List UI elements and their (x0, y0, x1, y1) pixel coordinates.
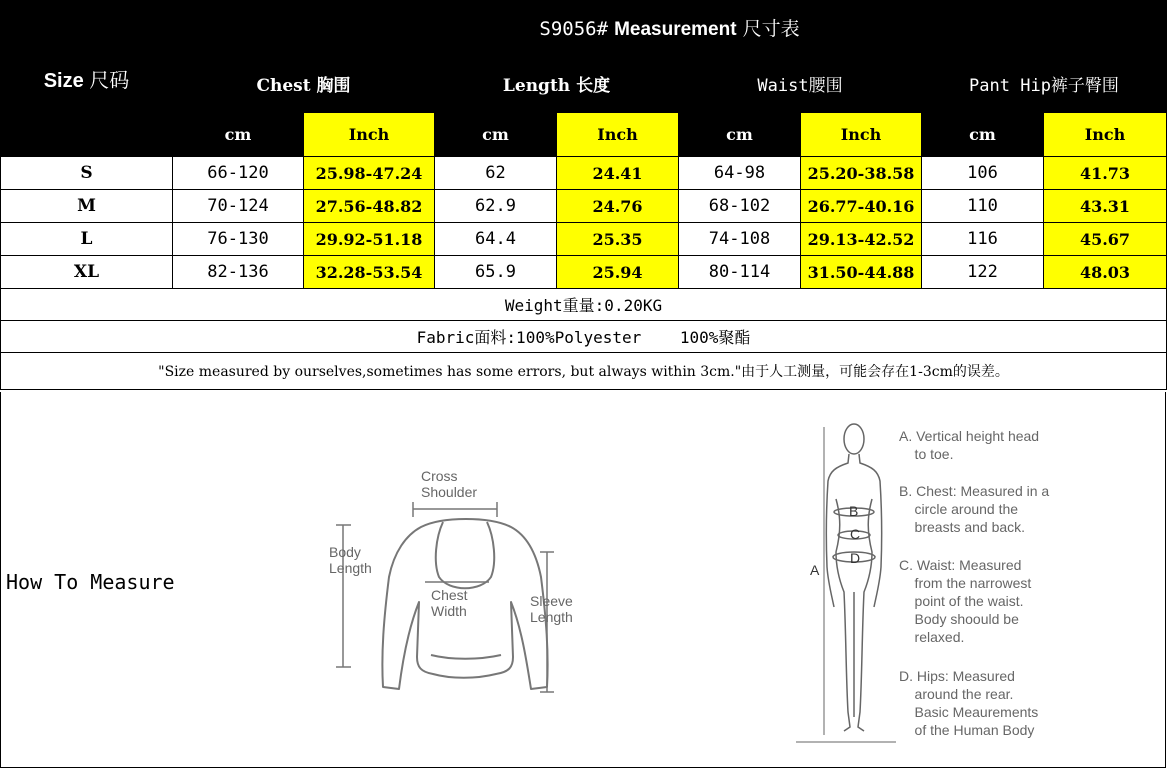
chest-inch-cell: 27.56-48.82 (304, 190, 435, 223)
note-b: B. Chest: Measured in a circle around the breasts and back. (899, 483, 1050, 535)
chest-inch-cell: 25.98-47.24 (304, 157, 435, 190)
size-header: Size 尺码 (1, 1, 173, 157)
hip-inch-cell: 45.67 (1044, 223, 1167, 256)
cross-shoulder-label: Cross (421, 468, 458, 484)
hip-header: Pant Hip裤子臀围 (922, 54, 1167, 113)
length-cm-cell: 62 (435, 157, 557, 190)
body-length-label: Length (329, 560, 372, 576)
unit-cm: cm (173, 113, 304, 157)
chest-width-label: Width (431, 603, 467, 619)
note-c: C. Waist: Measured from the narrowest point of the waist. Body shoould be relaxed. (899, 557, 1032, 645)
chest-cm-cell: 66-120 (173, 157, 304, 190)
label-b: B (849, 503, 859, 519)
table-row (1, 190, 1167, 223)
fabric-note: Fabric面料:100%Polyester 100%聚酯 (1, 321, 1167, 353)
unit-inch: Inch (557, 113, 679, 157)
chest-width-label: Chest (431, 587, 468, 603)
chest-cm-cell: 82-136 (173, 256, 304, 289)
unit-inch: Inch (1044, 113, 1167, 157)
chest-header: Chest 胸围 (173, 54, 435, 113)
chart-title: S9056# Measurement 尺寸表 (173, 1, 1167, 54)
chest-inch-cell: 29.92-51.18 (304, 223, 435, 256)
length-inch-cell: 25.35 (557, 223, 679, 256)
waist-inch-cell: 29.13-42.52 (801, 223, 922, 256)
table-row (1, 256, 1167, 289)
hip-inch-cell: 48.03 (1044, 256, 1167, 289)
length-inch-cell: 24.41 (557, 157, 679, 190)
how-to-measure-label: How To Measure (6, 570, 175, 594)
hip-cm-cell: 106 (922, 157, 1044, 190)
sleeve-length-label: Sleeve (530, 593, 573, 609)
length-cm-cell: 62.9 (435, 190, 557, 223)
hip-inch-cell: 43.31 (1044, 190, 1167, 223)
weight-note: Weight重量:0.20KG (1, 289, 1167, 321)
waist-cm-cell: 74-108 (679, 223, 801, 256)
chest-cm-cell: 76-130 (173, 223, 304, 256)
unit-cm: cm (679, 113, 801, 157)
hip-cm-cell: 110 (922, 190, 1044, 223)
length-header: Length 长度 (435, 54, 679, 113)
size-cell: XL (1, 256, 173, 289)
sweater-diagram (321, 467, 601, 707)
cross-shoulder-label: Shoulder (421, 484, 478, 500)
hip-inch-cell: 41.73 (1044, 157, 1167, 190)
measure-section (0, 392, 1166, 768)
disclaimer-note: "Size measured by ourselves,sometimes has some errors, but always within 3cm."由于人工测量，可能会存在1-3cm的误差。 (1, 353, 1167, 390)
hip-cm-cell: 122 (922, 256, 1044, 289)
size-cell: S (1, 157, 173, 190)
unit-inch: Inch (801, 113, 922, 157)
table-row (1, 223, 1167, 256)
note-a: A. Vertical height head to toe. (899, 428, 1040, 462)
length-inch-cell: 25.94 (557, 256, 679, 289)
hip-cm-cell: 116 (922, 223, 1044, 256)
length-cm-cell: 65.9 (435, 256, 557, 289)
note-d: D. Hips: Measured around the rear. Basic Meaurements of the Human Body (899, 668, 1039, 738)
body-diagram (796, 417, 896, 747)
unit-cm: cm (435, 113, 557, 157)
waist-inch-cell: 31.50-44.88 (801, 256, 922, 289)
waist-cm-cell: 80-114 (679, 256, 801, 289)
length-inch-cell: 24.76 (557, 190, 679, 223)
chest-inch-cell: 32.28-53.54 (304, 256, 435, 289)
waist-inch-cell: 26.77-40.16 (801, 190, 922, 223)
unit-inch: Inch (304, 113, 435, 157)
length-cm-cell: 64.4 (435, 223, 557, 256)
label-d: D (850, 550, 861, 566)
size-cell: M (1, 190, 173, 223)
label-a: A (810, 562, 820, 578)
label-c: C (850, 526, 861, 542)
waist-cm-cell: 68-102 (679, 190, 801, 223)
waist-header: Waist腰围 (679, 54, 922, 113)
size-cell: L (1, 223, 173, 256)
chest-cm-cell: 70-124 (173, 190, 304, 223)
waist-inch-cell: 25.20-38.58 (801, 157, 922, 190)
sleeve-length-label: Length (530, 609, 573, 625)
unit-cm: cm (922, 113, 1044, 157)
body-length-label: Body (329, 544, 361, 560)
table-row (1, 157, 1167, 190)
waist-cm-cell: 64-98 (679, 157, 801, 190)
